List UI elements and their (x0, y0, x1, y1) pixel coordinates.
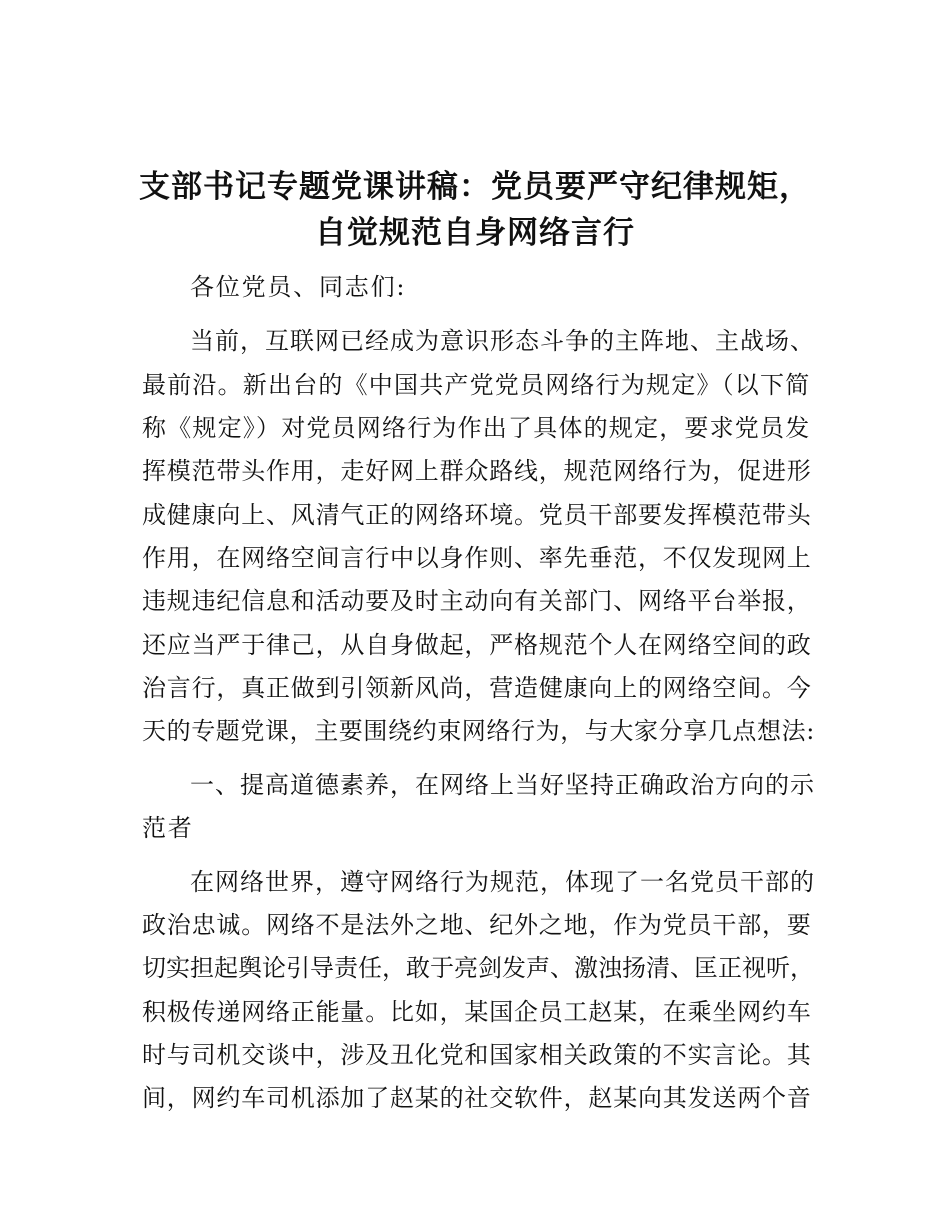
paragraph-line: 违规违纪信息和活动要及时主动向有关部门、网络平台举报， (142, 587, 812, 615)
title-line: 自觉规范自身网络言行 (315, 215, 635, 251)
paragraph-line: 政治忠诚。网络不是法外之地、纪外之地，作为党员干部，要 (142, 911, 812, 939)
paragraph-line: 治言行，真正做到引领新风尚，营造健康向上的网络空间。今 (142, 674, 812, 702)
paragraph-line: 还应当严于律己，从自身做起，严格规范个人在网络空间的政 (142, 631, 812, 659)
paragraph-line: 积极传递网络正能量。比如，某国企员工赵某，在乘坐网约车 (142, 998, 812, 1026)
document-title (100, 164, 850, 256)
title-line: 支部书记专题党课讲稿：党员要严守纪律规矩， (139, 169, 811, 205)
paragraph-line: 当前，互联网已经成为意识形态斗争的主阵地、主战场、 (190, 327, 815, 355)
paragraph-line: 挥模范带头作用，走好网上群众路线，规范网络行为，促进形 (142, 457, 812, 485)
paragraph-line: 称《规定》）对党员网络行为作出了具体的规定，要求党员发 (142, 414, 811, 442)
section-heading-line: 一、提高道德素养，在网络上当好坚持正确政治方向的示 (190, 771, 815, 799)
paragraph-line: 天的专题党课，主要围绕约束网络行为，与大家分享几点想法: (142, 717, 815, 745)
paragraph-line: 在网络世界，遵守网络行为规范，体现了一名党员干部的 (190, 868, 815, 896)
salutation: 各位党员、同志们: (190, 273, 407, 301)
paragraph-line: 成健康向上、风清气正的网络环境。党员干部要发挥模范带头 (142, 501, 812, 529)
paragraph-line: 最前沿。新出台的《中国共产党党员网络行为规定》（以下简 (142, 371, 811, 399)
paragraph-line: 作用，在网络空间言行中以身作则、率先垂范，不仅发现网上 (142, 544, 812, 572)
section-heading-line: 范者 (142, 814, 194, 842)
paragraph-line: 间，网约车司机添加了赵某的社交软件，赵某向其发送两个音 (142, 1084, 812, 1112)
paragraph-line: 切实担起舆论引导责任，敢于亮剑发声、激浊扬清、匡正视听， (142, 954, 814, 982)
paragraph-line: 时与司机交谈中，涉及丑化党和国家相关政策的不实言论。其 (142, 1041, 812, 1069)
